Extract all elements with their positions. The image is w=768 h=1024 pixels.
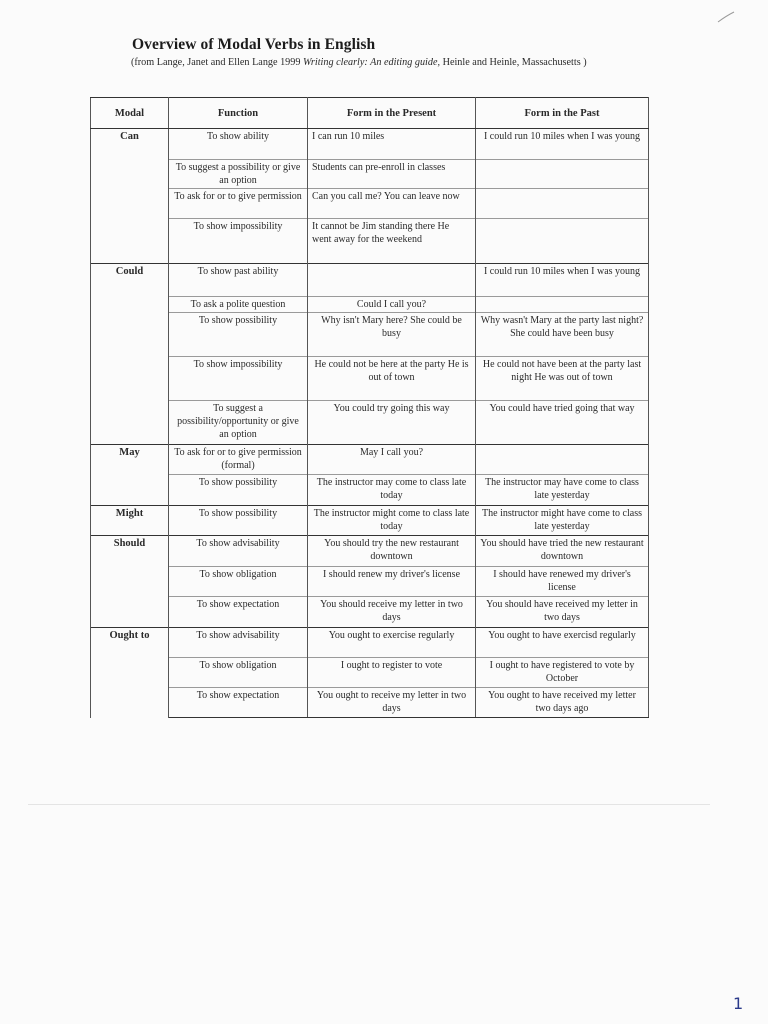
present-cell: He could not be here at the party He is out of town bbox=[308, 357, 476, 401]
present-cell: Why isn't Mary here? She could be busy bbox=[308, 313, 476, 357]
present-cell: I should renew my driver's license bbox=[308, 567, 476, 597]
pen-mark-icon bbox=[716, 10, 736, 24]
past-cell: I could run 10 miles when I was young bbox=[476, 129, 649, 160]
present-cell: It cannot be Jim standing there He went away for the weekend bbox=[308, 219, 476, 264]
function-cell: To show ability bbox=[169, 129, 308, 160]
past-cell: Why wasn't Mary at the party last night? She could have been busy bbox=[476, 313, 649, 357]
present-cell: You could try going this way bbox=[308, 401, 476, 445]
past-cell bbox=[476, 160, 649, 189]
past-cell: You ought to have exercisd regularly bbox=[476, 628, 649, 658]
present-cell: The instructor might come to class late today bbox=[308, 506, 476, 536]
present-cell: Students can pre-enroll in classes bbox=[308, 160, 476, 189]
present-cell: You should try the new restaurant downtown bbox=[308, 536, 476, 567]
table-row bbox=[91, 160, 649, 189]
past-cell: I could run 10 miles when I was young bbox=[476, 264, 649, 297]
table-row bbox=[91, 219, 649, 264]
function-cell: To ask for or to give permission bbox=[169, 189, 308, 219]
function-cell: To show expectation bbox=[169, 597, 308, 628]
present-cell: You ought to exercise regularly bbox=[308, 628, 476, 658]
header-past: Form in the Past bbox=[476, 98, 649, 129]
past-cell bbox=[476, 219, 649, 264]
modal-verbs-table bbox=[90, 97, 649, 718]
past-cell: You should have tried the new restaurant downtown bbox=[476, 536, 649, 567]
table-row bbox=[91, 357, 649, 401]
function-cell: To show possibility bbox=[169, 313, 308, 357]
past-cell: He could not have been at the party last night He was out of town bbox=[476, 357, 649, 401]
past-cell: The instructor may have come to class late yesterday bbox=[476, 475, 649, 506]
present-cell: The instructor may come to class late today bbox=[308, 475, 476, 506]
past-cell bbox=[476, 297, 649, 313]
function-cell: To ask a polite question bbox=[169, 297, 308, 313]
function-cell: To show possibility bbox=[169, 506, 308, 536]
table-row bbox=[91, 567, 649, 597]
citation-authors: (from Lange, Janet and Ellen Lange 1999 bbox=[131, 57, 303, 68]
table-row bbox=[91, 313, 649, 357]
function-cell: To show impossibility bbox=[169, 219, 308, 264]
present-cell: Could I call you? bbox=[308, 297, 476, 313]
past-cell bbox=[476, 189, 649, 219]
table-row bbox=[91, 658, 649, 688]
table-row bbox=[91, 536, 649, 567]
past-cell: I should have renewed my driver's license bbox=[476, 567, 649, 597]
table-row bbox=[91, 506, 649, 536]
present-cell: You should receive my letter in two days bbox=[308, 597, 476, 628]
header-present: Form in the Present bbox=[308, 98, 476, 129]
present-cell: I ought to register to vote bbox=[308, 658, 476, 688]
past-cell: You could have tried going that way bbox=[476, 401, 649, 445]
past-cell: You should have received my letter in two days bbox=[476, 597, 649, 628]
modal-could: Could bbox=[91, 264, 169, 445]
table-row bbox=[91, 597, 649, 628]
modal-might: Might bbox=[91, 506, 169, 536]
modal-should: Should bbox=[91, 536, 169, 628]
citation-work: Writing clearly: An editing guide, bbox=[303, 57, 441, 68]
modal-can: Can bbox=[91, 129, 169, 264]
faint-divider bbox=[28, 804, 710, 805]
function-cell: To show expectation bbox=[169, 688, 308, 718]
past-cell: You ought to have received my letter two days ago bbox=[476, 688, 649, 718]
table-row bbox=[91, 129, 649, 160]
page-number: 1 bbox=[733, 994, 744, 1013]
function-cell: To show impossibility bbox=[169, 357, 308, 401]
table-header-row bbox=[91, 98, 649, 129]
present-cell: May I call you? bbox=[308, 445, 476, 475]
modal-ought-to: Ought to bbox=[91, 628, 169, 718]
citation-publisher: Heinle and Heinle, Massachusetts ) bbox=[440, 57, 587, 68]
table-row bbox=[91, 189, 649, 219]
table-row bbox=[91, 688, 649, 718]
function-cell: To ask for or to give permission (formal) bbox=[169, 445, 308, 475]
past-cell bbox=[476, 445, 649, 475]
function-cell: To show obligation bbox=[169, 658, 308, 688]
past-cell: I ought to have registered to vote by October bbox=[476, 658, 649, 688]
function-cell: To show advisability bbox=[169, 628, 308, 658]
table-row bbox=[91, 297, 649, 313]
function-cell: To suggest a possibility or give an option bbox=[169, 160, 308, 189]
table-row bbox=[91, 264, 649, 297]
function-cell: To show possibility bbox=[169, 475, 308, 506]
function-cell: To show advisability bbox=[169, 536, 308, 567]
page-title: Overview of Modal Verbs in English bbox=[132, 36, 376, 53]
table-row bbox=[91, 401, 649, 445]
table-row bbox=[91, 475, 649, 506]
present-cell: I can run 10 miles bbox=[308, 129, 476, 160]
table-row bbox=[91, 445, 649, 475]
past-cell: The instructor might have come to class late yesterday bbox=[476, 506, 649, 536]
function-cell: To show past ability bbox=[169, 264, 308, 297]
citation bbox=[131, 55, 631, 70]
function-cell: To show obligation bbox=[169, 567, 308, 597]
present-cell: You ought to receive my letter in two days bbox=[308, 688, 476, 718]
header-function: Function bbox=[169, 98, 308, 129]
table-row bbox=[91, 628, 649, 658]
present-cell: Can you call me? You can leave now bbox=[308, 189, 476, 219]
modal-may: May bbox=[91, 445, 169, 506]
function-cell: To suggest a possibility/opportunity or give an option bbox=[169, 401, 308, 445]
header-modal: Modal bbox=[91, 98, 169, 129]
present-cell bbox=[308, 264, 476, 297]
